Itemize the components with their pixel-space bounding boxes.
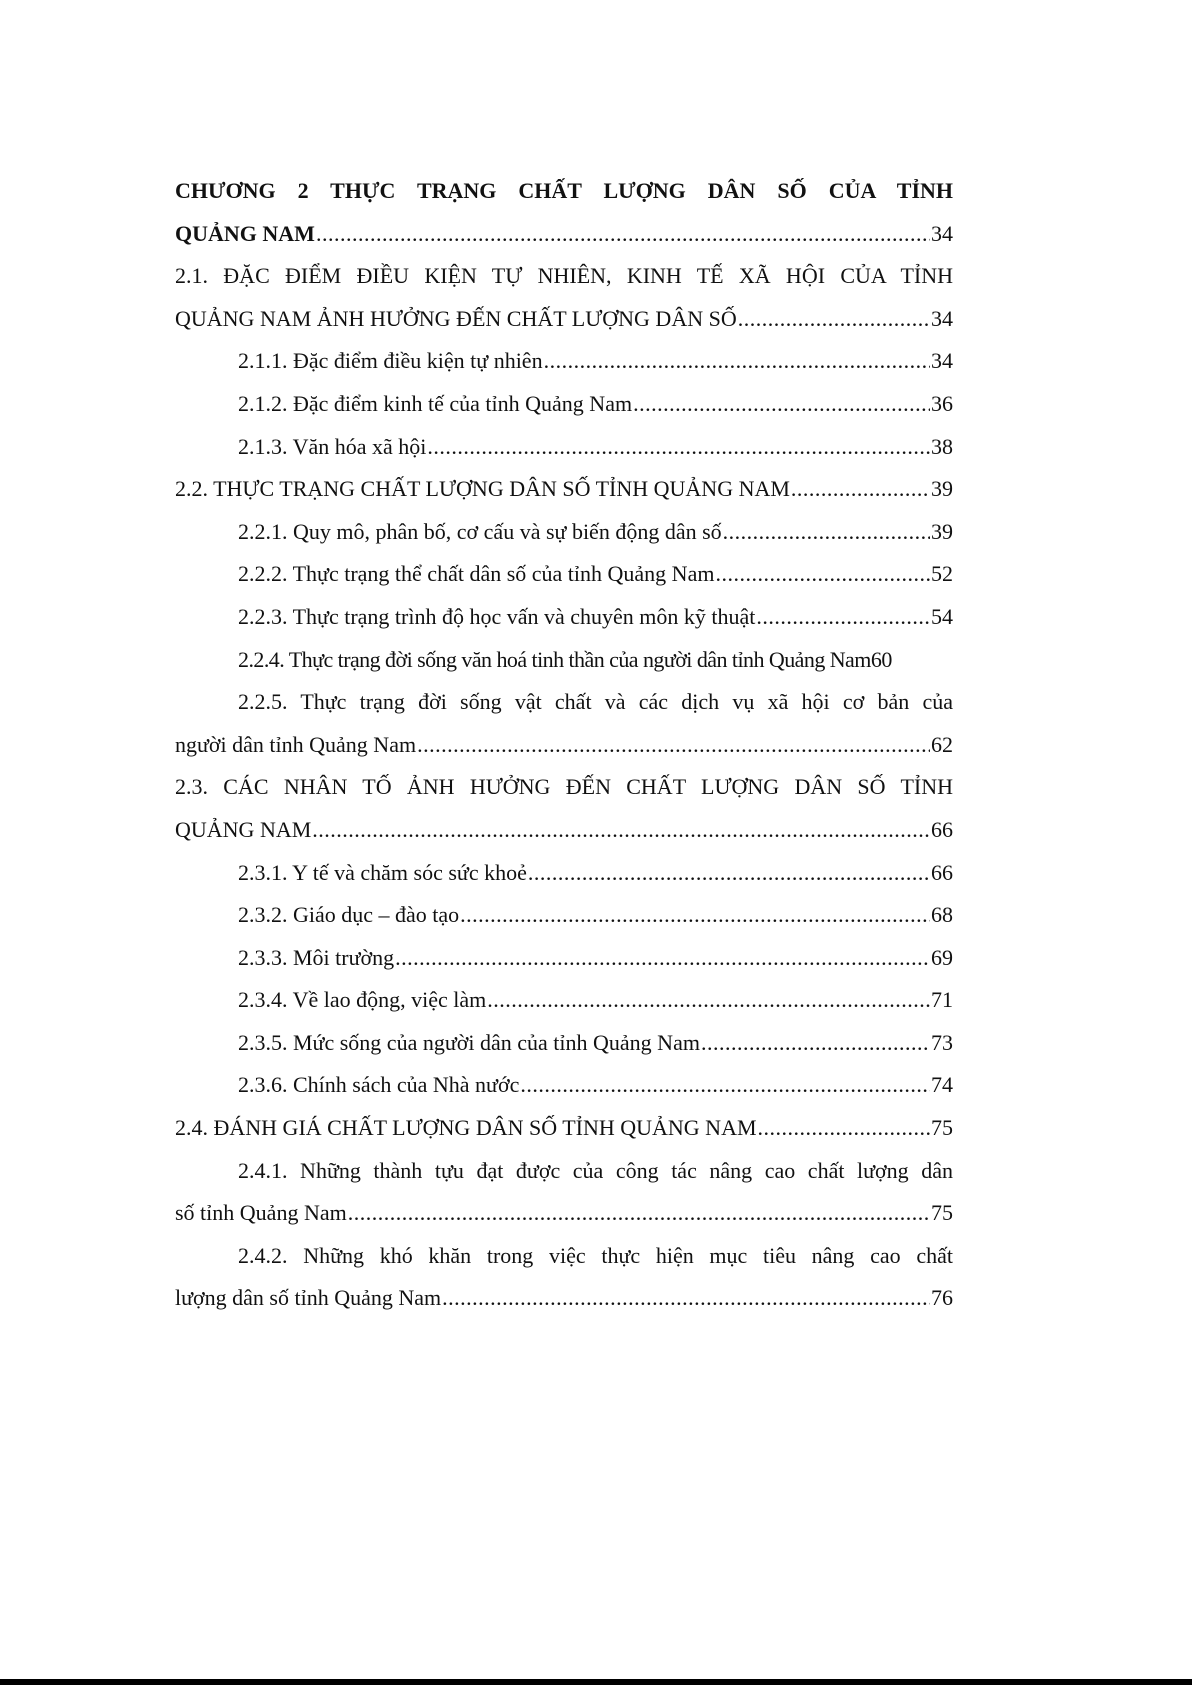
toc-entry[interactable] xyxy=(175,937,953,980)
toc-leader-dots xyxy=(738,298,930,341)
toc-page-number: 54 xyxy=(931,603,953,629)
toc-entry[interactable] xyxy=(175,213,953,256)
toc-entry-title: lượng dân số tỉnh Quảng Nam xyxy=(175,1285,442,1311)
toc-entry[interactable] xyxy=(175,340,953,383)
toc-leader-dots xyxy=(442,1277,930,1320)
toc-leader-dots xyxy=(520,1064,930,1107)
toc-entry[interactable] xyxy=(175,596,953,639)
toc-entry-title: QUẢNG NAM xyxy=(175,816,312,842)
toc-page-number: 69 xyxy=(931,944,953,970)
toc-leader-dots xyxy=(316,213,930,256)
toc-entry[interactable] xyxy=(175,468,953,511)
toc-page-number: 68 xyxy=(931,902,953,928)
toc-page-number: 76 xyxy=(931,1285,953,1311)
toc-leader-dots xyxy=(758,1107,930,1150)
toc-leader-dots xyxy=(427,426,930,469)
toc-entry[interactable] xyxy=(175,681,953,724)
toc-page-number: 60 xyxy=(870,646,892,672)
table-of-contents xyxy=(175,170,953,1320)
toc-entry[interactable] xyxy=(175,1277,953,1320)
toc-leader-dots xyxy=(417,724,930,767)
toc-entry-title: CHƯƠNG 2 THỰC TRẠNG CHẤT LƯỢNG DÂN SỐ CỦA TỈNH xyxy=(175,178,953,203)
toc-page-number: 75 xyxy=(931,1200,953,1226)
toc-page-number: 36 xyxy=(931,390,953,416)
toc-leader-dots xyxy=(791,468,930,511)
toc-entry[interactable] xyxy=(175,894,953,937)
toc-entry-title: 2.2.3. Thực trạng trình độ học vấn và chuyên môn kỹ thuật xyxy=(238,603,756,629)
toc-entry[interactable] xyxy=(175,1150,953,1193)
toc-entry-title: 2.1.3. Văn hóa xã hội xyxy=(238,433,427,459)
toc-entry[interactable] xyxy=(175,1064,953,1107)
toc-entry[interactable] xyxy=(175,639,953,682)
toc-entry-title: 2.4.2. Những khó khăn trong việc thực hiện mục tiêu nâng cao chất xyxy=(238,1242,953,1268)
toc-page-number: 62 xyxy=(931,731,953,757)
toc-entry-title: 2.2.5. Thực trạng đời sống vật chất và các dịch vụ xã hội cơ bản của xyxy=(238,689,953,715)
toc-entry[interactable] xyxy=(175,383,953,426)
toc-entry-title: QUẢNG NAM ẢNH HƯỞNG ĐẾN CHẤT LƯỢNG DÂN SỐ xyxy=(175,305,737,331)
toc-entry-title: 2.3.4. Về lao động, việc làm xyxy=(238,987,487,1013)
toc-page-number: 66 xyxy=(931,859,953,885)
toc-entry-title: 2.1.2. Đặc điểm kinh tế của tỉnh Quảng Nam xyxy=(238,390,633,416)
toc-page-number: 52 xyxy=(931,561,953,587)
toc-entry[interactable] xyxy=(175,1022,953,1065)
toc-entry-title: 2.4. ĐÁNH GIÁ CHẤT LƯỢNG DÂN SỐ TỈNH QUẢNG NAM xyxy=(175,1115,757,1141)
toc-leader-dots xyxy=(348,1192,930,1235)
toc-entry-title: 2.3.5. Mức sống của người dân của tỉnh Quảng Nam xyxy=(238,1029,700,1055)
toc-entry[interactable] xyxy=(175,553,953,596)
toc-entry[interactable] xyxy=(175,255,953,298)
toc-page-number: 73 xyxy=(931,1029,953,1055)
toc-leader-dots xyxy=(460,894,930,937)
toc-page-number: 38 xyxy=(931,433,953,459)
toc-entry-title: 2.3.2. Giáo dục – đào tạo xyxy=(238,902,460,928)
toc-entry[interactable] xyxy=(175,298,953,341)
toc-entry[interactable] xyxy=(175,1235,953,1278)
toc-entry-title: 2.3.1. Y tế và chăm sóc sức khoẻ xyxy=(238,859,527,885)
toc-entry-title: 2.2.1. Quy mô, phân bố, cơ cấu và sự biến động dân số xyxy=(238,518,722,544)
toc-leader-dots xyxy=(633,383,930,426)
toc-entry[interactable] xyxy=(175,852,953,895)
toc-entry-title: 2.2.2. Thực trạng thể chất dân số của tỉnh Quảng Nam xyxy=(238,561,715,587)
toc-entry[interactable] xyxy=(175,979,953,1022)
toc-entry-title: QUẢNG NAM xyxy=(175,220,315,246)
toc-entry[interactable] xyxy=(175,809,953,852)
toc-leader-dots xyxy=(723,511,930,554)
toc-entry-title: 2.1.1. Đặc điểm điều kiện tự nhiên xyxy=(238,348,543,374)
toc-leader-dots xyxy=(312,809,930,852)
toc-leader-dots xyxy=(528,852,930,895)
toc-page-number: 71 xyxy=(931,987,953,1013)
toc-entry-title: người dân tỉnh Quảng Nam xyxy=(175,731,417,757)
toc-page-number: 75 xyxy=(931,1115,953,1141)
toc-entry[interactable] xyxy=(175,511,953,554)
toc-entry[interactable] xyxy=(175,426,953,469)
toc-entry[interactable] xyxy=(175,1192,953,1235)
toc-entry[interactable] xyxy=(175,766,953,809)
toc-page-number: 39 xyxy=(931,476,953,502)
bottom-border xyxy=(0,1679,1192,1685)
toc-leader-dots xyxy=(715,553,930,596)
toc-page-number: 39 xyxy=(931,518,953,544)
toc-entry[interactable] xyxy=(175,724,953,767)
toc-leader-dots xyxy=(395,937,930,980)
toc-entry-title: 2.3. CÁC NHÂN TỐ ẢNH HƯỞNG ĐẾN CHẤT LƯỢNG DÂN SỐ TỈNH xyxy=(175,774,953,800)
toc-entry-title: 2.3.6. Chính sách của Nhà nước xyxy=(238,1072,520,1098)
toc-entry-title: 2.2. THỰC TRẠNG CHẤT LƯỢNG DÂN SỐ TỈNH QUẢNG NAM xyxy=(175,476,790,502)
toc-entry-title: 2.1. ĐẶC ĐIỂM ĐIỀU KIỆN TỰ NHIÊN, KINH TẾ XÃ HỘI CỦA TỈNH xyxy=(175,263,953,289)
toc-page-number: 34 xyxy=(931,348,953,374)
toc-page-number: 74 xyxy=(931,1072,953,1098)
toc-entry[interactable] xyxy=(175,1107,953,1150)
toc-entry[interactable] xyxy=(175,170,953,213)
toc-leader-dots xyxy=(544,340,930,383)
toc-leader-dots xyxy=(756,596,930,639)
toc-leader-dots xyxy=(701,1022,930,1065)
toc-page-number: 34 xyxy=(931,305,953,331)
toc-entry-title: 2.2.4. Thực trạng đời sống văn hoá tinh thần của người dân tỉnh Quảng Nam xyxy=(238,646,871,672)
toc-leader-dots xyxy=(487,979,930,1022)
toc-entry-title: số tỉnh Quảng Nam xyxy=(175,1200,347,1226)
toc-entry-title: 2.3.3. Môi trường xyxy=(238,944,395,970)
toc-page-number: 34 xyxy=(931,220,953,246)
toc-page-number: 66 xyxy=(931,816,953,842)
toc-entry-title: 2.4.1. Những thành tựu đạt được của công tác nâng cao chất lượng dân xyxy=(238,1157,953,1183)
